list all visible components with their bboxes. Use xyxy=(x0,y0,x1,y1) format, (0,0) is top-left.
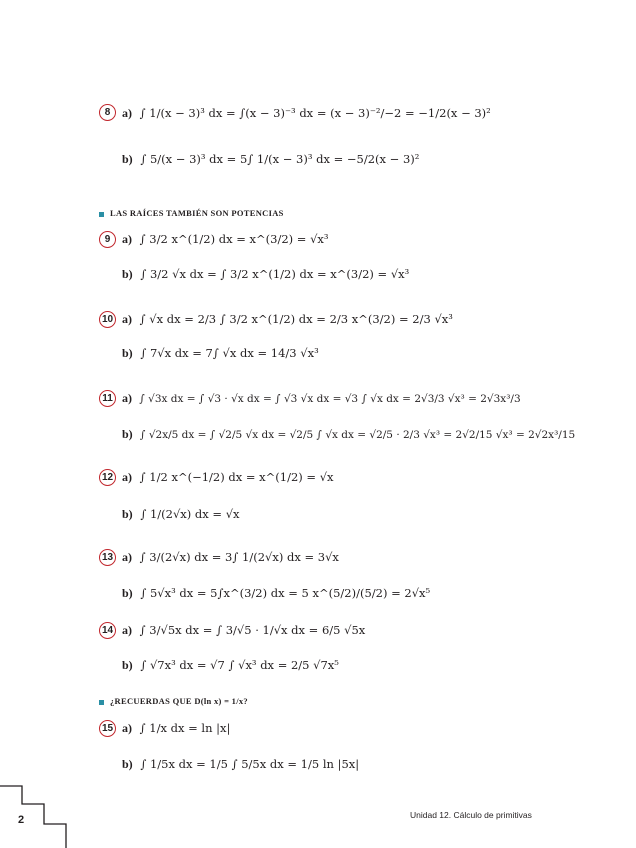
exercise-11b: b) ∫ √2x/5 dx = ∫ √2/5 √x dx = √2/5 ∫ √x dx = √2/5 · 2/3 √x³ = 2√2/15 √x³ = 2√2x³/15 xyxy=(122,427,576,441)
part-label-b: b) xyxy=(122,152,133,166)
exercise-number-14: 14 xyxy=(99,622,116,639)
exercise-14a: a) ∫ 3/√5x dx = ∫ 3/√5 · 1/√x dx = 6/5 √5x xyxy=(122,623,366,637)
exercise-15b-math: ∫ 1/5x dx = 1/5 ∫ 5/5x dx = 1/5 ln |5x| xyxy=(140,757,360,771)
exercise-number-15: 15 xyxy=(99,720,116,737)
exercise-14b-math: ∫ √7x³ dx = √7 ∫ √x³ dx = 2/5 √7x⁵ xyxy=(140,658,339,672)
exercise-10b-math: ∫ 7√x dx = 7∫ √x dx = 14/3 √x³ xyxy=(140,346,319,360)
part-label-a: a) xyxy=(122,106,132,120)
exercise-number-10: 10 xyxy=(99,311,116,328)
exercise-number-13: 13 xyxy=(99,549,116,566)
exercise-14b: b) ∫ √7x³ dx = √7 ∫ √x³ dx = 2/5 √7x⁵ xyxy=(122,658,339,672)
section-bullet-icon xyxy=(99,212,104,217)
exercise-8b-math: ∫ 5/(x − 3)³ dx = 5∫ 1/(x − 3)³ dx = −5/2(x − 3)² xyxy=(140,152,420,166)
exercise-8a-math: ∫ 1/(x − 3)³ dx = ∫(x − 3)⁻³ dx = (x − 3)⁻²/−2 = −1/2(x − 3)² xyxy=(139,106,491,120)
exercise-15a: a) ∫ 1/x dx = ln |x| xyxy=(122,721,231,735)
exercise-13a-math: ∫ 3/(2√x) dx = 3∫ 1/(2√x) dx = 3√x xyxy=(139,550,339,564)
exercise-9b: b) ∫ 3/2 √x dx = ∫ 3/2 x^(1/2) dx = x^(3/2) = √x³ xyxy=(122,267,410,281)
exercise-13b-math: ∫ 5√x³ dx = 5∫x^(3/2) dx = 5 x^(5/2)/(5/2) = 2√x⁵ xyxy=(140,586,431,600)
exercise-12b-math: ∫ 1/(2√x) dx = √x xyxy=(140,507,240,521)
exercise-12b: b) ∫ 1/(2√x) dx = √x xyxy=(122,507,240,521)
section-heading-1: LAS RAÍCES TAMBIÉN SON POTENCIAS xyxy=(99,208,284,218)
exercise-number-11: 11 xyxy=(99,390,116,407)
exercise-8a xyxy=(122,106,636,122)
exercise-10a: a) ∫ √x dx = 2/3 ∫ 3/2 x^(1/2) dx = 2/3 x^(3/2) = 2/3 √x³ xyxy=(122,312,453,326)
exercise-15b: b) ∫ 1/5x dx = 1/5 ∫ 5/5x dx = 1/5 ln |5x| xyxy=(122,757,360,771)
exercise-13a: a) ∫ 3/(2√x) dx = 3∫ 1/(2√x) dx = 3√x xyxy=(122,550,339,564)
exercise-11a: a) ∫ √3x dx = ∫ √3 · √x dx = ∫ √3 √x dx = √3 ∫ √x dx = 2√3/3 √x³ = 2√3x³/3 xyxy=(122,391,521,405)
footer-title: Unidad 12. Cálculo de primitivas xyxy=(410,810,532,820)
exercise-10b: b) ∫ 7√x dx = 7∫ √x dx = 14/3 √x³ xyxy=(122,346,319,360)
exercise-10a-math: ∫ √x dx = 2/3 ∫ 3/2 x^(1/2) dx = 2/3 x^(3/2) = 2/3 √x³ xyxy=(139,312,453,326)
page-number: 2 xyxy=(18,814,25,826)
exercise-14a-math: ∫ 3/√5x dx = ∫ 3/√5 · 1/√x dx = 6/5 √5x xyxy=(139,623,366,637)
exercise-12a: a) ∫ 1/2 x^(−1/2) dx = x^(1/2) = √x xyxy=(122,470,334,484)
exercise-13b: b) ∫ 5√x³ dx = 5∫x^(3/2) dx = 5 x^(5/2)/(5/2) = 2√x⁵ xyxy=(122,586,431,600)
exercise-15a-math: ∫ 1/x dx = ln |x| xyxy=(139,721,231,735)
exercise-9a: a) ∫ 3/2 x^(1/2) dx = x^(3/2) = √x³ xyxy=(122,232,329,246)
page-corner-decoration xyxy=(0,780,70,848)
exercise-12a-math: ∫ 1/2 x^(−1/2) dx = x^(1/2) = √x xyxy=(139,470,334,484)
exercise-9b-math: ∫ 3/2 √x dx = ∫ 3/2 x^(1/2) dx = x^(3/2) = √x³ xyxy=(140,267,410,281)
exercise-8b xyxy=(122,152,636,168)
exercise-9a-math: ∫ 3/2 x^(1/2) dx = x^(3/2) = √x³ xyxy=(139,232,329,246)
exercise-number-9: 9 xyxy=(99,231,116,248)
exercise-number-8: 8 xyxy=(99,104,116,121)
exercise-number-12: 12 xyxy=(99,469,116,486)
section-heading-2: ¿RECUERDAS QUE D(ln x) = 1/x? xyxy=(99,696,248,706)
section-bullet-icon xyxy=(99,700,104,705)
exercise-11a-math: ∫ √3x dx = ∫ √3 · √x dx = ∫ √3 √x dx = √3 ∫ √x dx = 2√3/3 √x³ = 2√3x³/3 xyxy=(139,393,521,405)
exercise-11b-math: ∫ √2x/5 dx = ∫ √2/5 √x dx = √2/5 ∫ √x dx = √2/5 · 2/3 √x³ = 2√2/15 √x³ = 2√2x³/15 xyxy=(140,429,576,441)
